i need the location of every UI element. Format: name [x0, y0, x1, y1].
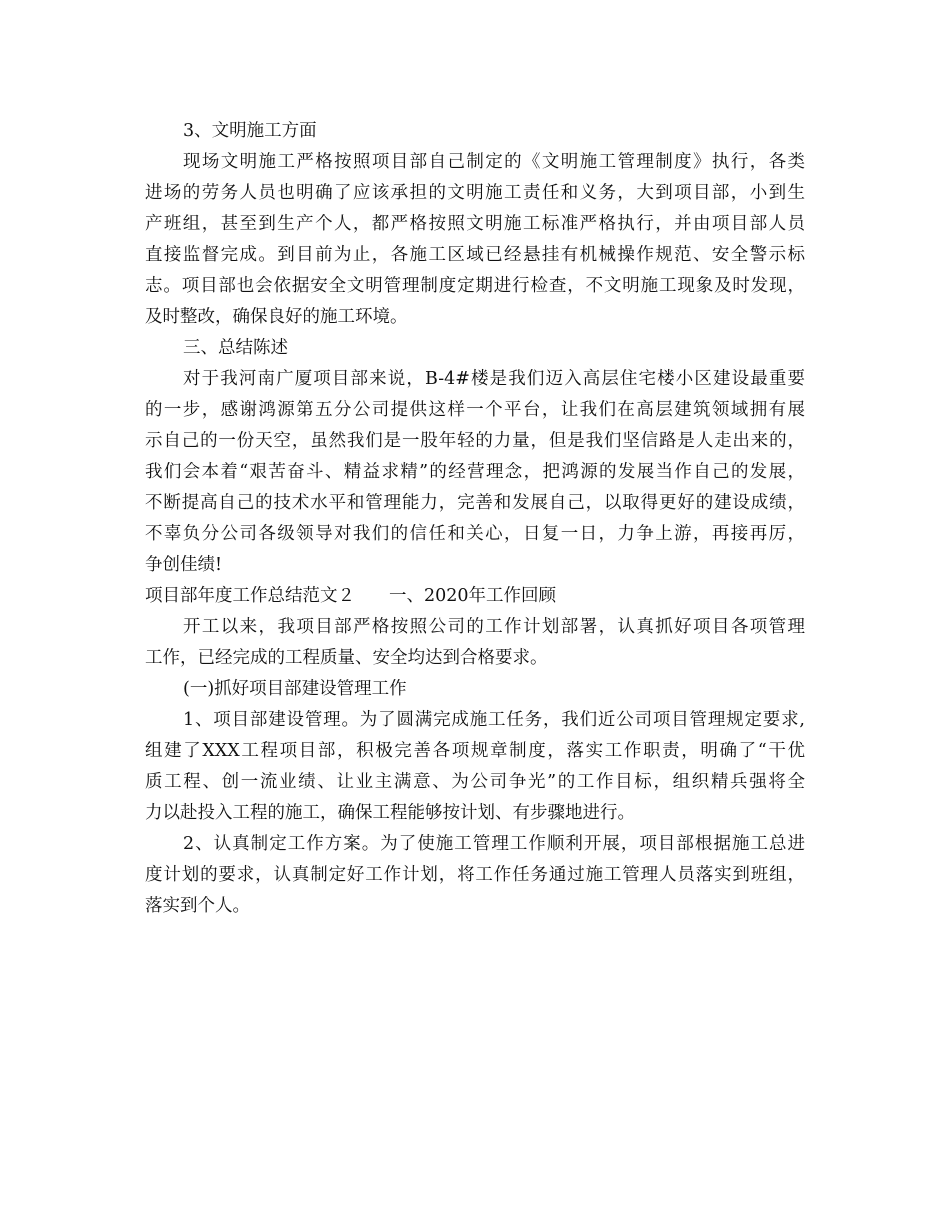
paragraph-line: 直接监督完成。到目前为止，各施工区域已经悬挂有机械操作规范、安全警示标 [145, 245, 805, 265]
paragraph-line: 我们会本着“艰苦奋斗、精益求精”的经营理念，把鸿源的发展当作自己的发展， [145, 462, 805, 482]
paragraph-line: 志。项目部也会依据安全文明管理制度定期进行检查，不文明施工现象及时发现， [145, 276, 805, 296]
paragraph-line: 不辜负分公司各级领导对我们的信任和关心，日复一日，力争上游，再接再厉， [145, 524, 805, 544]
document-body [145, 116, 805, 922]
subsection-heading: (一)抓好项目部建设管理工作 [183, 679, 407, 699]
paragraph-line: 产班组，甚至到生产个人，都严格按照文明施工标准严格执行，并由项目部人员 [145, 214, 805, 234]
document-title-line [145, 581, 805, 612]
section-heading-summary: 三、总结陈述 [183, 338, 288, 358]
paragraph-line: 工作，已经完成的工程质量、安全均达到合格要求。 [145, 648, 548, 668]
section-heading-review: 一、2020年工作回顾 [389, 586, 557, 606]
paragraph-line: 质工程、创一流业绩、让业主满意、为公司争光”的工作目标，组织精兵强将全 [145, 772, 805, 792]
section-heading-civilized-construction: 3、文明施工方面 [183, 121, 317, 141]
paragraph-line: 及时整改，确保良好的施工环境。 [145, 307, 408, 327]
paragraph-line: 的一步，感谢鸿源第五分公司提供这样一个平台，让我们在高层建筑领域拥有展 [145, 400, 805, 420]
paragraph-intro [145, 612, 805, 674]
paragraph-civilized-construction [145, 147, 805, 333]
paragraph-line: 现场文明施工严格按照项目部自己制定的《文明施工管理制度》执行，各类 [183, 152, 805, 172]
paragraph-line: 对于我河南广厦项目部来说，B-4#楼是我们迈入高层住宅楼小区建设最重要 [183, 369, 805, 389]
paragraph-line: 落实到个人。 [145, 896, 250, 916]
paragraph-line: 进场的劳务人员也明确了应该承担的文明施工责任和义务，大到项目部，小到生 [145, 183, 805, 203]
paragraph-line: 组建了XXX工程项目部，积极完善各项规章制度，落实工作职责，明确了“干优 [145, 741, 805, 761]
paragraph-line: 度计划的要求，认真制定好工作计划，将工作任务通过施工管理人员落实到班组， [145, 865, 805, 885]
paragraph-project-management [145, 705, 805, 829]
paragraph-line: 1、项目部建设管理。为了圆满完成施工任务，我们近公司项目管理规定要求, [183, 710, 805, 730]
paragraph-line: 争创佳绩! [145, 555, 223, 575]
paragraph-line: 不断提高自己的技术水平和管理能力，完善和发展自己，以取得更好的建设成绩， [145, 493, 805, 513]
paragraph-line: 力以赴投入工程的施工，确保工程能够按计划、有步骤地进行。 [145, 803, 635, 823]
paragraph-line: 开工以来，我项目部严格按照公司的工作计划部署，认真抓好项目各项管理 [183, 617, 805, 637]
paragraph-work-plan [145, 829, 805, 922]
paragraph-line: 示自己的一份天空，虽然我们是一股年轻的力量，但是我们坚信路是人走出来的， [145, 431, 805, 451]
paragraph-summary [145, 364, 805, 581]
document-title: 项目部年度工作总结范文２ [145, 586, 355, 606]
paragraph-line: 2、认真制定工作方案。为了使施工管理工作顺利开展，项目部根据施工总进 [183, 834, 805, 854]
